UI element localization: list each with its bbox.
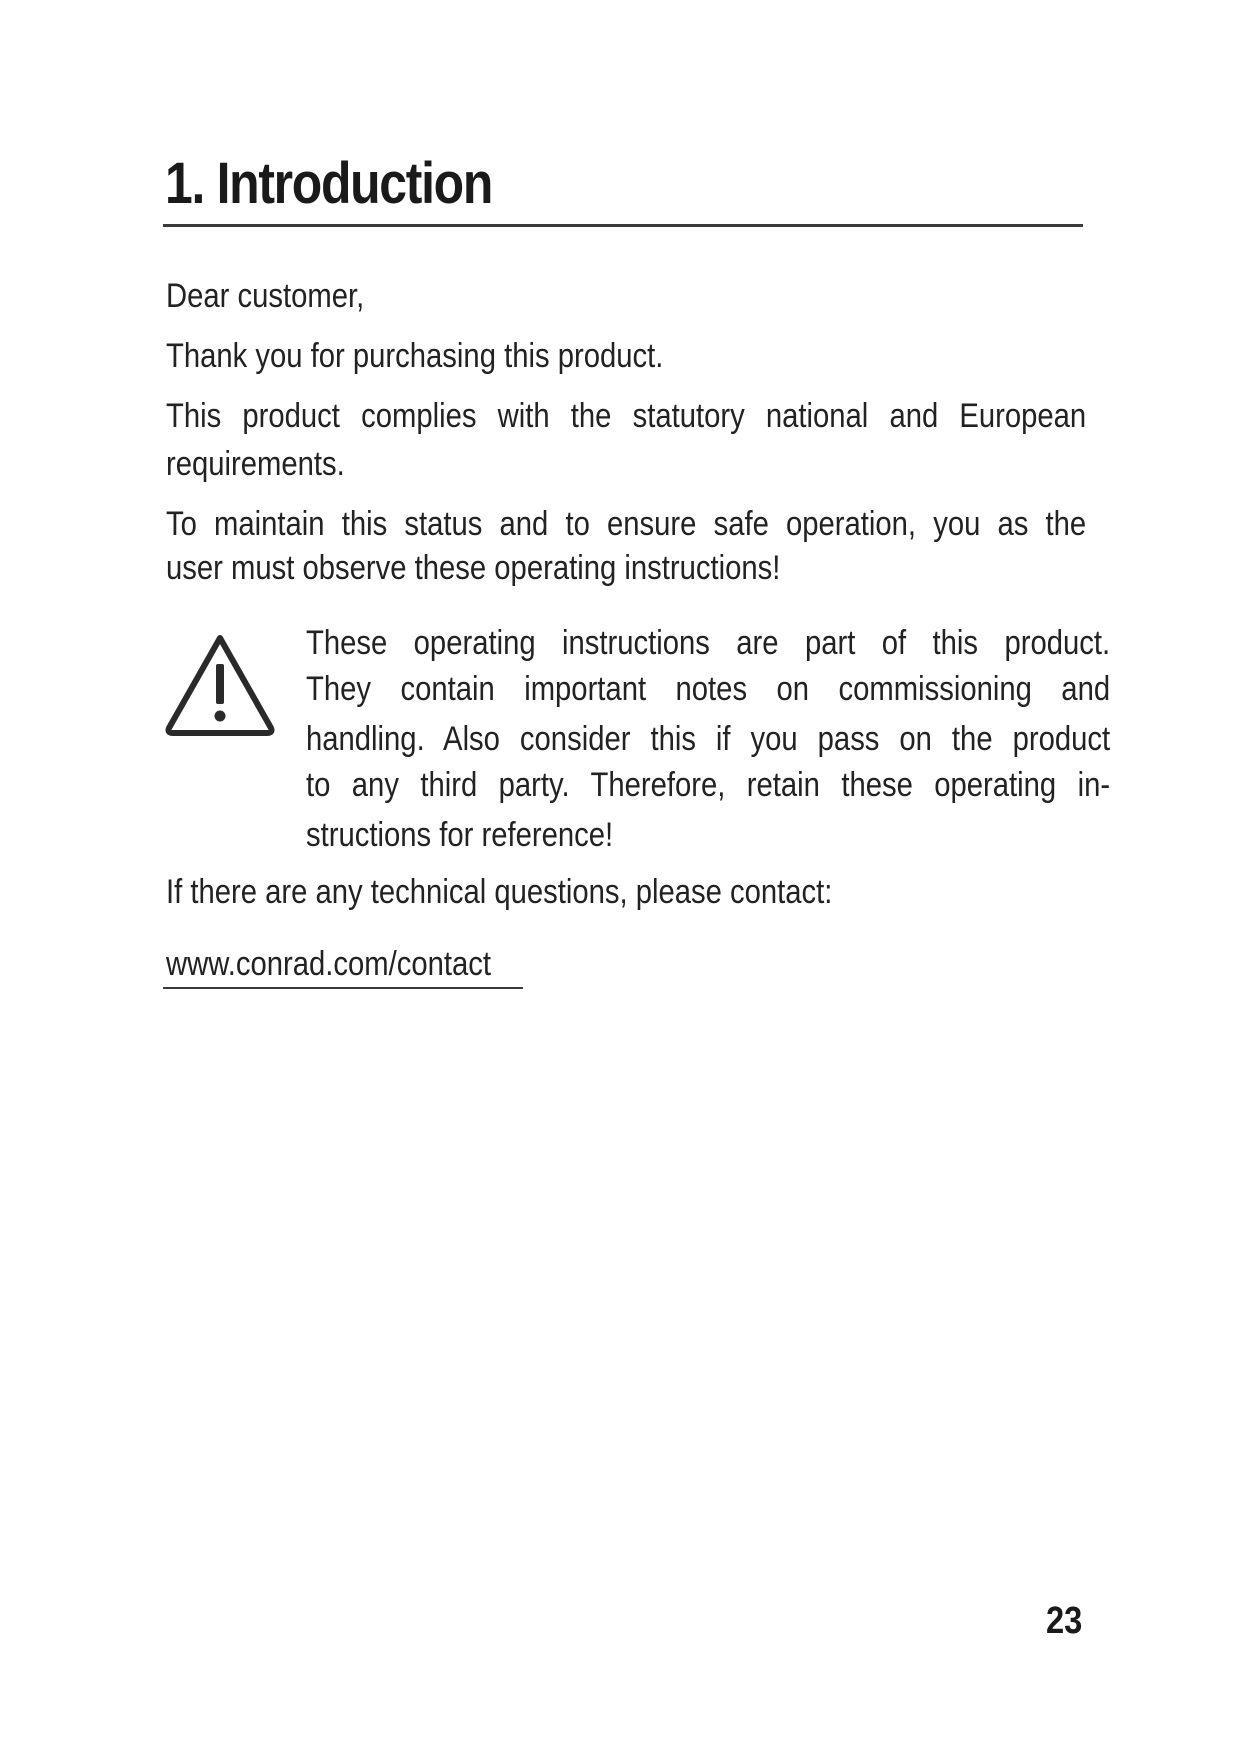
compliance-paragraph xyxy=(166,392,1086,488)
contact-prompt: If there are any technical questions, please contact: xyxy=(166,873,833,911)
title-divider xyxy=(163,224,1083,227)
contact-paragraph xyxy=(166,868,957,916)
section-title: 1. Introduction xyxy=(165,151,493,216)
greeting-text: Dear customer, xyxy=(166,277,365,315)
warning-line-5: structions for reference! xyxy=(306,816,614,854)
warning-line-1: These operating instructions are part of this product. xyxy=(306,624,1111,662)
page-number: 23 xyxy=(1046,1600,1083,1642)
maintain-line-2: user must observe these operating instructions! xyxy=(166,549,781,587)
contact-link-underline xyxy=(163,987,523,989)
maintain-line-1: To maintain this status and to ensure safe operation, you as the xyxy=(166,505,1087,543)
warning-line-3: handling. Also consider this if you pass on the product xyxy=(306,720,1111,758)
maintain-paragraph xyxy=(166,502,1086,590)
thanks-text: Thank you for purchasing this product. xyxy=(166,337,664,375)
warning-triangle-icon xyxy=(163,632,277,738)
contact-link[interactable]: www.conrad.com/contact xyxy=(166,945,492,983)
warning-line-4: to any third party. Therefore, retain these operating in- xyxy=(306,766,1111,804)
warning-line-2: They contain important notes on commissioning and xyxy=(306,670,1111,708)
greeting-paragraph xyxy=(166,272,957,320)
thanks-paragraph xyxy=(166,332,957,380)
compliance-line-2: requirements. xyxy=(166,445,345,483)
warning-notice xyxy=(306,620,1110,858)
compliance-line-1: This product complies with the statutory national and European xyxy=(166,397,1087,435)
